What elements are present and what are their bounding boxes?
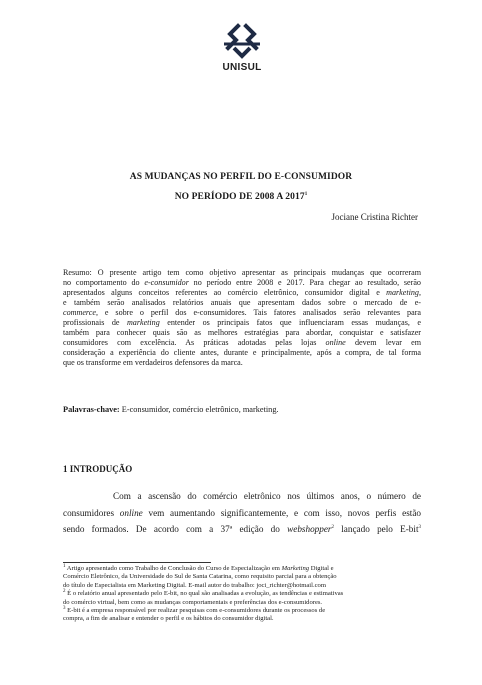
abstract-line: consumidores com excelência. As práticas adotadas pelas lojas online devem levar em — [63, 338, 421, 347]
keywords-label: Palavras-chave: — [63, 405, 120, 414]
logo-text: UNISUL — [222, 62, 262, 73]
footnote-ref-2: 2 — [331, 524, 335, 530]
article-title-line-2: NO PERÍODO DE 2008 A 2017$^1$ — [174, 191, 308, 202]
abstract-line: consideração a experiência do cliente antes, durante e principalmente, após a compra, de tal forma — [63, 348, 421, 357]
footnote-1-cont: Comércio Eletrônico, da Universidade do Sul de Santa Catarina, como requisito parcial para a obtenção — [63, 573, 337, 581]
abstract-line: commerce, e sobre o perfil dos e-consumidores. Tais fatores analisados serão relevantes para — [63, 308, 421, 317]
body-line: consumidores online vem aumentando significantemente, e com isso, novos perfis estão — [63, 507, 421, 518]
footnotes — [63, 565, 421, 624]
title-footnote-mark: 1 — [304, 191, 308, 197]
body-paragraph — [63, 488, 421, 538]
body-line: sendo formados. De acordo com a 37ª edição do webshopper$^2$ lançado pelo E-bit$^3$ — [63, 524, 421, 534]
footnote-1-cont: do título de Especialista em Marketing Digital. E-mail autor do trabalho: joci_richter@hotmail.com — [63, 581, 326, 589]
author-name: Jociane Cristina Richter — [331, 212, 418, 222]
footnote-divider — [63, 562, 211, 563]
footnote-3: $^3$ E-bit é a empresa responsável por realizar pesquisas com e-consumidores durante os processos de — [63, 605, 326, 615]
section-heading: 1 INTRODUÇÃO — [63, 464, 133, 474]
abstract-line: que os transforme em verdadeiros defensores da marca. — [63, 358, 243, 367]
abstract-line: e também serão analisados relatórios anuais que apresentam dados sobre o mercado de e- — [63, 298, 421, 307]
keywords-text: E-consumidor, comércio eletrônico, marketing. — [119, 405, 279, 414]
article-title-line-1: AS MUDANÇAS NO PERFIL DO E-CONSUMIDOR — [129, 172, 353, 182]
abstract-line: também para conhecer quais são as melhores estratégias para abordar, conquistar e satisfazer — [63, 328, 421, 337]
abstract-line: Resumo: O presente artigo tem como objetivo apresentar as principais mudanças que ocorreram — [63, 268, 421, 277]
footnote-2-cont: do comércio virtual, bem como as mudanças comportamentais e preferências dos e-consumidores. — [63, 598, 323, 606]
footnote-1: $^1$ Artigo apresentado como Trabalho de Conclusão do Curso de Especialização em Marketing Digital e — [63, 563, 334, 572]
abstract-line: profissionais de marketing entender os principais fatos que influenciaram essas mudanças, e — [63, 318, 421, 327]
abstract — [63, 268, 421, 368]
abstract-line: apresentados alguns conceitos referentes ao comércio eletrônico, consumidor digital e marketing, — [63, 288, 421, 297]
abstract-line: no comportamento do e-consumidor no período entre 2008 e 2017. Para chegar ao resultado, serão — [63, 278, 421, 287]
keywords — [63, 405, 279, 414]
footnote-2: $^2$ É o relatório anual apresentado pelo E-bit, no qual são analisadas a evolução, as tendências e estimativas — [63, 589, 344, 598]
footnote-ref-3: 3 — [418, 524, 421, 530]
footnote-3-cont: compra, a fim de analisar e entender o perfil e os hábitos do consumidor digital. — [63, 615, 274, 623]
body-line: Com a ascensão do comércio eletrônico nos últimos anos, o número de — [113, 491, 421, 501]
